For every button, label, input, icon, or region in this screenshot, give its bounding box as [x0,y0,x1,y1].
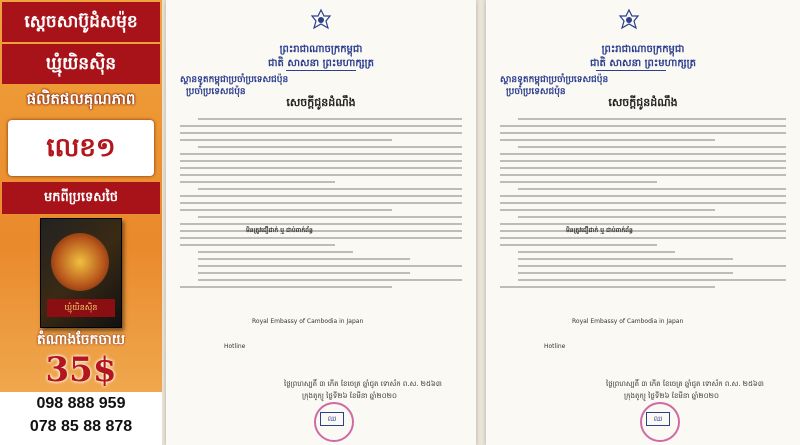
embassy-name: Royal Embassy of Cambodia in Japan [572,318,684,325]
notice-document-1 [166,0,476,445]
ad-brand-name: ឃ្មុំយិនស៊ិន [2,44,160,84]
document-body [180,118,462,293]
hotline-label: Hotline [544,343,566,350]
document-city-date: ក្រុងតូក្យូ ថ្ងៃទី២៦ ខែមីនា ឆ្នាំ២០២០ [624,392,719,400]
embassy-org-line-2: ប្រចាំប្រទេសជប៉ុន [186,87,246,97]
signature: ឈ [320,412,344,426]
dragon-logo-icon [51,233,109,291]
notice-document-2 [486,0,800,445]
phone-number-1: 098 888 959 [36,395,126,412]
hotline-label: Hotline [224,343,246,350]
header-divider [286,70,356,71]
national-motto: ជាតិ សាសនា ព្រះមហាក្សត្រ [590,58,696,69]
document-lunar-date: ថ្ងៃព្រហស្បតិ៍ ៣ កើត ខែចេត្រ ឆ្នាំជូត ទោស័ក ព.ស. ២៥៦៣ [284,380,442,388]
advertisement-banner [0,0,162,445]
document-body [500,118,786,293]
national-motto: ជាតិ សាសនា ព្រះមហាក្សត្រ [268,58,374,69]
document-lunar-date: ថ្ងៃព្រហស្បតិ៍ ៣ កើត ខែចេត្រ ឆ្នាំជូត ទោស័ក ព.ស. ២៥៦៣ [606,380,764,388]
document-title: សេចក្ដីជូនដំណឹង [286,96,356,109]
ad-headline: ស្ដេចសាប៊ូដំសម៉ុខ [2,2,160,42]
document-title: សេចក្ដីជូនដំណឹង [608,96,678,109]
header-divider [596,70,666,71]
ad-quality-text: ផលិតផលគុណភាព [26,90,136,108]
ad-price: 35$ [45,350,117,390]
ad-origin-text: មកពីប្រទេសថៃ [2,182,160,214]
kingdom-heading: ព្រះរាជាណាចក្រកម្ពុជា [279,44,363,55]
signature: ឈ [646,412,670,426]
phone-number-2: 078 85 88 878 [29,418,133,435]
emphasis-phrase: មិនត្រូវជឿជាក់ ឬ ជាប់ពាក់ព័ន្ធ [246,227,313,234]
ad-number-one: លេខ១ [46,133,116,163]
embassy-name: Royal Embassy of Cambodia in Japan [252,318,364,325]
kingdom-heading: ព្រះរាជាណាចក្រកម្ពុជា [601,44,685,55]
document-city-date: ក្រុងតូក្យូ ថ្ងៃទី២៦ ខែមីនា ឆ្នាំ២០២០ [302,392,397,400]
royal-emblem-icon [308,8,334,34]
emphasis-phrase: មិនត្រូវជឿជាក់ ឬ ជាប់ពាក់ព័ន្ធ [566,227,633,234]
embassy-org-line-2: ប្រចាំប្រទេសជប៉ុន [506,87,566,97]
embassy-org-line-1: ស្ថានទូតកម្ពុជាប្រចាំប្រទេសជប៉ុន [500,75,609,85]
embassy-org-line-1: ស្ថានទូតកម្ពុជាប្រចាំប្រទេសជប៉ុន [180,75,289,85]
ad-distributor-label: តំណាងចែកចាយ [36,332,126,348]
product-box-image [40,218,122,328]
royal-emblem-icon [616,8,642,34]
product-box-label: ឃ្មុំយិនស៊ិន [47,299,115,317]
